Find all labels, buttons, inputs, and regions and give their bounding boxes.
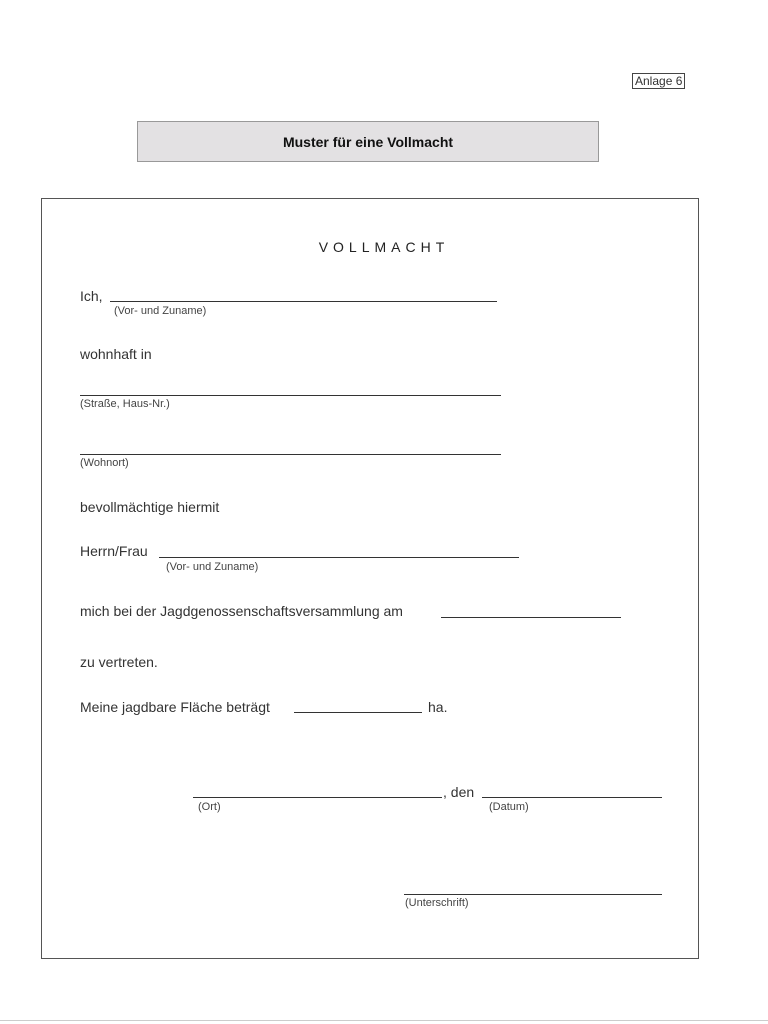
header-title-box [137,121,599,162]
place-caption: (Ort) [198,801,221,813]
ich-label: Ich, [80,288,103,304]
den-label: , den [443,784,475,800]
annex-label: Anlage 6 [632,73,685,89]
town-caption: (Wohnort) [80,457,129,469]
hectare-unit: ha. [428,699,448,715]
header-title: Muster für eine Vollmacht [282,133,454,150]
wohnhaft-label: wohnhaft in [80,346,152,362]
town-field-line[interactable] [80,454,501,455]
area-field-line[interactable] [294,712,422,713]
street-field-line[interactable] [80,395,501,396]
name-field-line[interactable] [110,301,497,302]
signature-caption: (Unterschrift) [405,897,469,909]
meeting-date-field-line[interactable] [441,617,621,618]
page-bottom-edge [0,1020,768,1021]
meeting-label: mich bei der Jagdgenossenschaftsversammlung am [80,603,403,619]
representative-field-line[interactable] [159,557,519,558]
date-field-line[interactable] [482,797,662,798]
place-field-line[interactable] [193,797,442,798]
name-caption: (Vor- und Zuname) [114,305,207,317]
date-caption: (Datum) [489,801,529,813]
bevollmaechtige-label: bevollmächtige hiermit [80,499,220,515]
represent-label: zu vertreten. [80,654,158,670]
street-caption: (Straße, Haus-Nr.) [80,398,170,410]
signature-field-line[interactable] [404,894,662,895]
representative-caption: (Vor- und Zuname) [166,561,259,573]
form-title: VOLLMACHT [318,239,450,255]
area-label: Meine jagdbare Fläche beträgt [80,699,270,715]
herr-frau-label: Herrn/Frau [80,543,148,559]
